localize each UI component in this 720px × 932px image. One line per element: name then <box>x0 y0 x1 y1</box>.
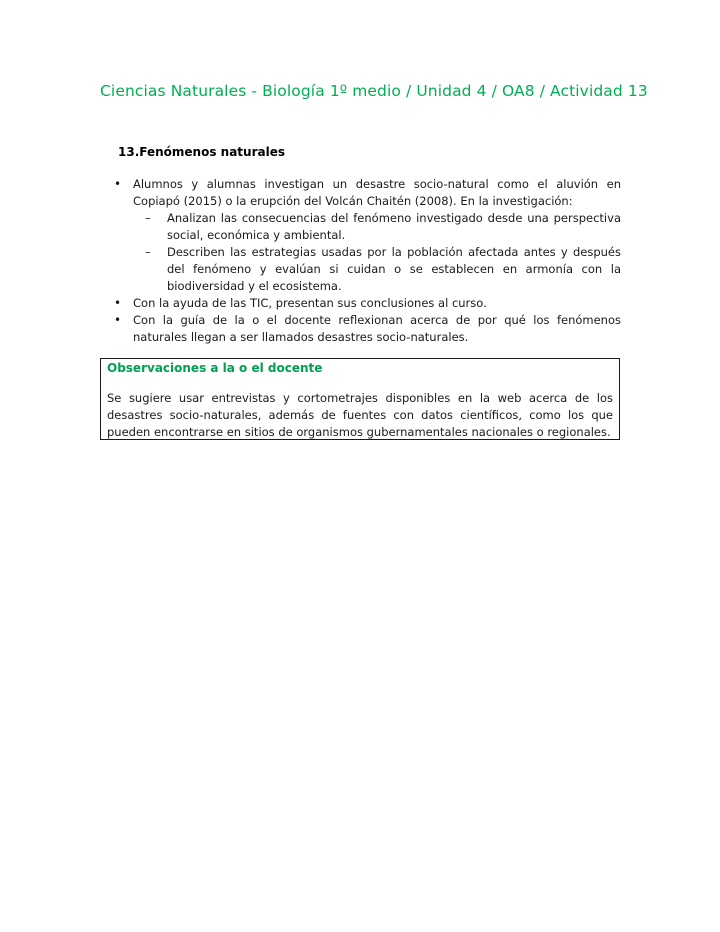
list-item <box>114 176 621 295</box>
observations-title: Observaciones a la o el docente <box>107 361 323 375</box>
sub-list <box>133 210 621 295</box>
activity-title: 13.Fenómenos naturales <box>118 145 285 159</box>
observations-text: Se sugiere usar entrevistas y cortometrajes disponibles en la web acerca de los desastres socio-naturales, además de fuentes con datos científicos, como los que pueden encontrarse en sitios de organismos gubernamentales nacionales o regionales. <box>107 391 613 439</box>
list-item <box>114 295 621 312</box>
activity-list <box>114 176 621 346</box>
page-header: Ciencias Naturales - Biología 1º medio / Unidad 4 / OA8 / Actividad 13 <box>100 82 648 100</box>
list-item <box>114 312 621 346</box>
sub-list-item: – Analizan las consecuencias del fenómeno investigado desde una perspectiva social, económica y ambiental. <box>133 210 621 244</box>
observations-box <box>100 358 620 440</box>
sub-list-item: – Describen las estrategias usadas por la población afectada antes y después del fenómeno y evalúan si cuidan o se establecen en armonía con la biodiversidad y el ecosistema. <box>133 244 621 295</box>
list-item-text: Con la guía de la o el docente reflexionan acerca de por qué los fenómenos naturales llegan a ser llamados desastres socio-naturales. <box>133 313 621 344</box>
list-item-text: Con la ayuda de las TIC, presentan sus conclusiones al curso. <box>133 296 487 310</box>
list-item-text: Alumnos y alumnas investigan un desastre socio-natural como el aluvión en Copiapó (2015) o la erupción del Volcán Chaitén (2008). En la investigación: <box>133 177 621 208</box>
